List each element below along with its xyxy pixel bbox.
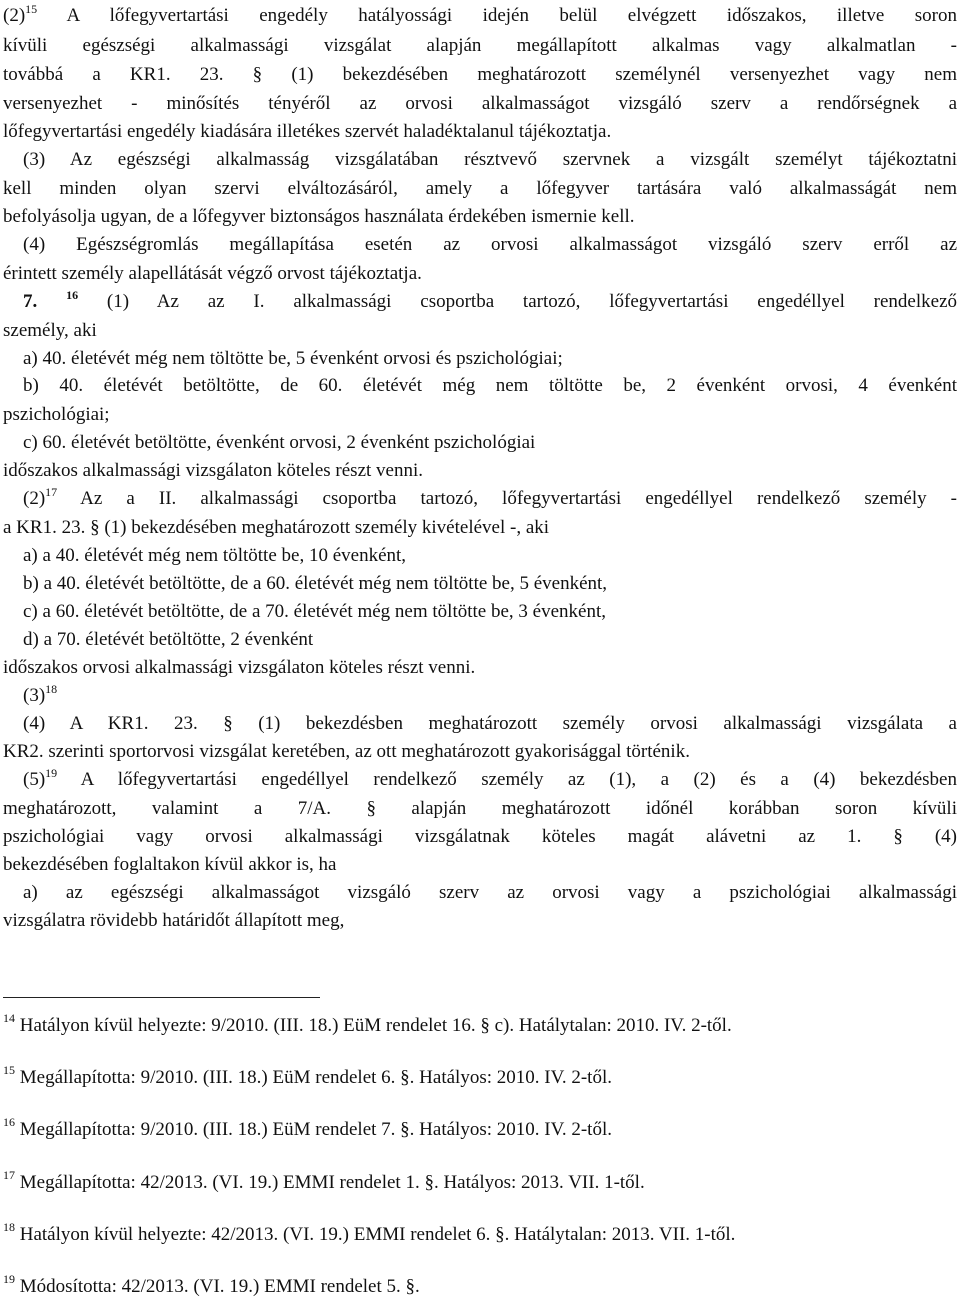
body-line: pszichológiai vagy orvosi alkalmassági vizsgálatnak köteles magát alávetni az 1. § (4) (3, 826, 957, 847)
list-item: b) a 40. életévét betöltötte, de a 60. életévét még nem töltötte be, 5 évenként, (23, 573, 608, 594)
body-line: pszichológiai; (3, 404, 110, 425)
body-line: bekezdésében foglaltakon kívül akkor is, ha (3, 854, 337, 875)
body-line: $(2)^{15}$ A lőfegyvertartási engedély hatályossági idején belül elvégzett időszakos, illetve soron (3, 2, 957, 26)
body-line: (4) Egészségromlás megállapítása esetén az orvosi alkalmasságot vizsgáló szerv erről az (23, 234, 957, 255)
body-line: személy, aki (3, 320, 97, 341)
list-item: a) a 40. életévét még nem töltötte be, 10 évenként, (23, 545, 407, 566)
body-line: továbbá a KR1. 23. § (1) bekezdésében meghatározott személynél versenyezhet vagy nem (3, 64, 957, 85)
footnote-number: 14 (3, 1011, 15, 1025)
body-line: kívüli egészségi alkalmassági vizsgálat alapján megállapított alkalmas vagy alkalmatlan - (3, 35, 957, 56)
footnote-ref: 18 (45, 682, 58, 696)
footnote-ref: 19 (45, 766, 58, 780)
body-line: versenyezhet - minősítés tényéről az orvosi alkalmasságot vizsgáló szerv a rendőrségnek a (3, 93, 957, 114)
body-line: meghatározott, valamint a 7/A. § alapján meghatározott időnél korábban soron kívüli (3, 798, 957, 819)
footnote-ref: 17 (45, 485, 58, 499)
footnote-ref: 16 (66, 288, 79, 302)
footnote: $^{19}$ Módosította: 42/2013. (VI. 19.) EMMI rendelet 5. §. (3, 1272, 420, 1297)
body-line: befolyásolja ugyan, de a lőfegyver biztonságos használata érdekében ismernie kell. (3, 206, 635, 227)
footnote-number: 18 (3, 1220, 15, 1234)
footnote-divider (3, 997, 320, 998)
footnote-number: 19 (3, 1272, 15, 1286)
footnote: $^{17}$ Megállapította: 42/2013. (VI. 19.) EMMI rendelet 1. §. Hatályos: 2013. VII. 1-től. (3, 1168, 645, 1193)
body-line: $(2)^{17}$ Az a II. alkalmassági csoportba tartozó, lőfegyvertartási engedéllyel rendelkező személy - (23, 485, 957, 509)
body-line: KR2. szerinti sportorvosi vizsgálat keretében, az ott meghatározott gyakorisággal történik. (3, 741, 690, 762)
footnote: $^{16}$ Megállapította: 9/2010. (III. 18.) EüM rendelet 7. §. Hatályos: 2010. IV. 2-től. (3, 1115, 612, 1140)
body-line: $(5)^{19}$ A lőfegyvertartási engedéllyel rendelkező személy az (1), a (2) és a (4) bekezdésben (23, 766, 957, 790)
footnote-ref: 15 (25, 2, 38, 16)
body-line: időszakos alkalmassági vizsgálaton köteles részt venni. (3, 460, 423, 481)
body-line: (3) Az egészségi alkalmasság vizsgálatában résztvevő szervnek a vizsgált személyt tájékoztatni (23, 149, 957, 170)
footnote-number: 15 (3, 1063, 15, 1077)
list-item: b) 40. életévét betöltötte, de 60. életévét még nem töltötte be, 2 évenként orvosi, 4 évenként (23, 375, 957, 396)
footnote-number: 16 (3, 1115, 15, 1129)
footnote: $^{18}$ Hatályon kívül helyezte: 42/2013. (VI. 19.) EMMI rendelet 6. §. Hatálytalan: 2013. VII. 1-től. (3, 1220, 736, 1245)
body-line: időszakos orvosi alkalmassági vizsgálaton köteles részt venni. (3, 657, 476, 678)
body-line: kell minden olyan szervi elváltozásáról, amely a lőfegyver tartására való alkalmasságát nem (3, 178, 957, 199)
list-item: c) a 60. életévét betöltötte, de a 70. életévét még nem töltötte be, 3 évenként, (23, 601, 606, 622)
body-line: $(3)^{18}$ (23, 682, 58, 706)
body-line: érintett személy alapellátását végző orvost tájékoztatja. (3, 263, 422, 284)
footnote-number: 17 (3, 1168, 15, 1182)
list-item: d) a 70. életévét betöltötte, 2 évenként (23, 629, 314, 650)
list-item: a) 40. életévét még nem töltötte be, 5 évenként orvosi és pszichológiai; (23, 348, 563, 369)
footnote: $^{14}$ Hatályon kívül helyezte: 9/2010. (III. 18.) EüM rendelet 16. § c). Hatálytalan: 2010. IV. 2-től. (3, 1011, 732, 1036)
body-line: vizsgálatra rövidebb határidőt állapított meg, (3, 910, 345, 931)
section-number: 7. (23, 291, 38, 312)
body-line: lőfegyvertartási engedély kiadására illetékes szervét haladéktalanul tájékoztatja. (3, 121, 612, 142)
list-item: c) 60. életévét betöltötte, évenként orvosi, 2 évenként pszichológiai (23, 432, 536, 453)
list-item: a) az egészségi alkalmasságot vizsgáló szerv az orvosi vagy a pszichológiai alkalmassági (23, 882, 957, 903)
section-heading-line: 7. $^{16}$ (1) Az az I. alkalmassági csoportba tartozó, lőfegyvertartási engedéllyel rendelkező (23, 288, 957, 312)
footnote: $^{15}$ Megállapította: 9/2010. (III. 18.) EüM rendelet 6. §. Hatályos: 2010. IV. 2-től. (3, 1063, 612, 1088)
body-line: (4) A KR1. 23. § (1) bekezdésben meghatározott személy orvosi alkalmassági vizsgálata a (23, 713, 957, 734)
body-line: a KR1. 23. § (1) bekezdésében meghatározott személy kivételével -, aki (3, 517, 550, 538)
